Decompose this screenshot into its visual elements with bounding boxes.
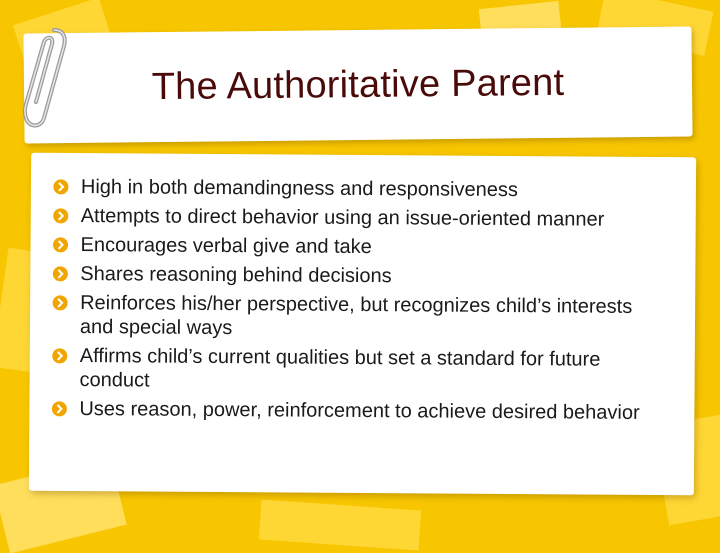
chevron-circle-icon	[53, 208, 69, 224]
bullet-text: Reinforces his/her perspective, but recognizes child’s interests and special ways	[79, 292, 633, 340]
list-item	[53, 175, 666, 203]
bullet-text: Encourages verbal give and take	[80, 234, 372, 259]
background-shard	[259, 499, 421, 550]
list-item	[52, 291, 665, 343]
list-item	[52, 233, 665, 261]
list-item	[51, 397, 664, 425]
bullet-text: Attempts to direct behavior using an issue-oriented manner	[80, 205, 605, 231]
slide-title: The Authoritative Parent	[151, 61, 565, 108]
list-item	[52, 344, 665, 396]
bullet-text: High in both demandingness and responsiveness	[80, 176, 518, 202]
bullet-text: Shares reasoning behind decisions	[80, 263, 392, 288]
chevron-circle-icon	[52, 295, 68, 311]
content-card	[29, 153, 696, 496]
bullet-text: Uses reason, power, reinforcement to achieve desired behavior	[79, 398, 640, 424]
list-item	[52, 262, 665, 290]
title-card	[23, 27, 692, 144]
chevron-circle-icon	[51, 401, 67, 417]
chevron-circle-icon	[52, 348, 68, 364]
bullet-list	[29, 153, 696, 426]
list-item	[53, 204, 666, 232]
chevron-circle-icon	[52, 237, 68, 253]
bullet-text: Affirms child’s current qualities but set a standard for future conduct	[79, 345, 601, 392]
chevron-circle-icon	[52, 266, 68, 282]
paperclip-icon	[14, 22, 74, 132]
chevron-circle-icon	[53, 179, 69, 195]
